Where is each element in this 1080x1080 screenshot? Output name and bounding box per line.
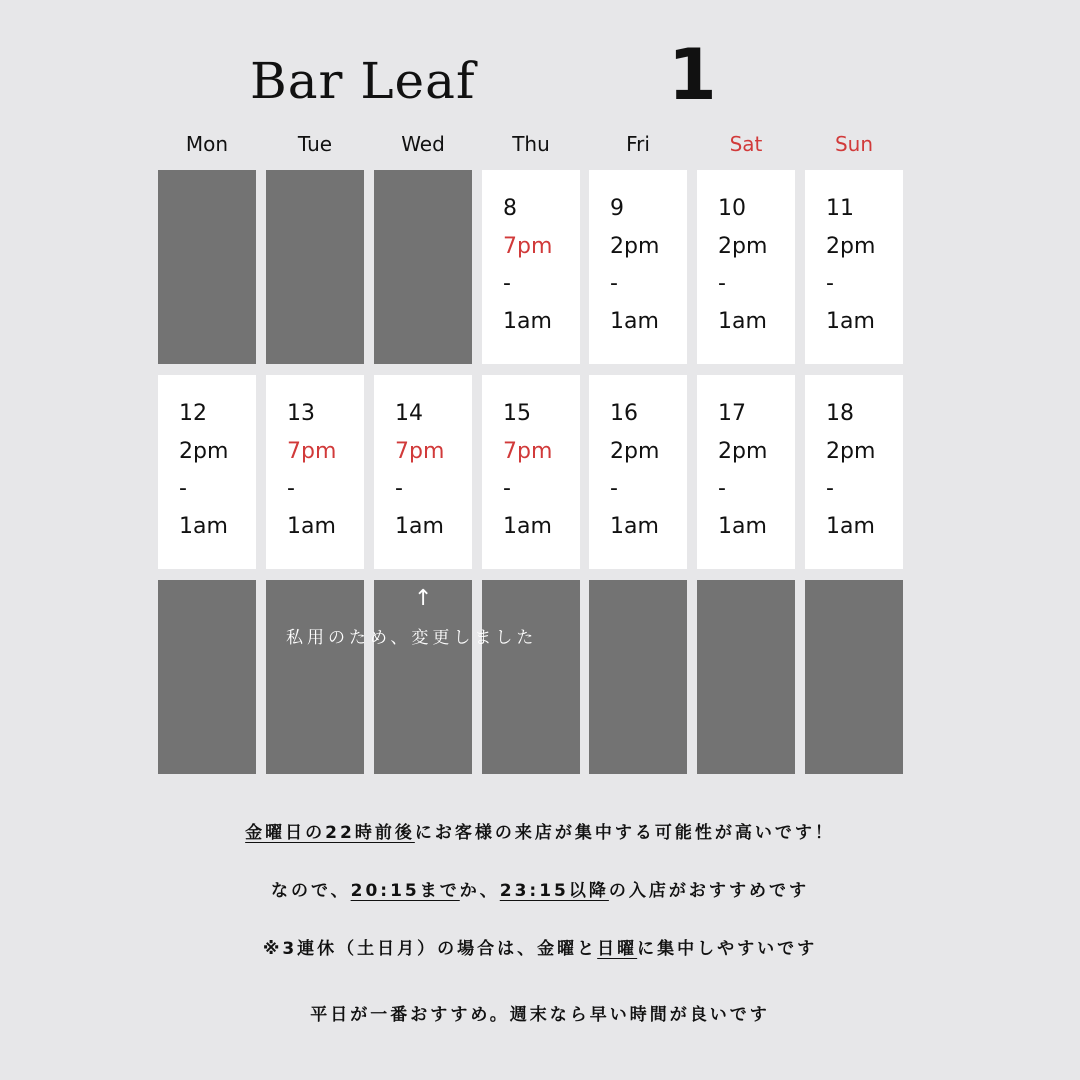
close-time: 1am bbox=[610, 513, 659, 539]
info-text: の入店がおすすめです bbox=[608, 881, 810, 901]
weekday-sat: Sat bbox=[729, 132, 763, 156]
day-number: 14 bbox=[395, 401, 423, 426]
open-time: 2pm bbox=[826, 438, 876, 464]
calendar-cell-day-14 bbox=[374, 375, 472, 569]
time-dash: - bbox=[503, 271, 511, 296]
time-dash: - bbox=[826, 476, 834, 501]
open-time: 7pm bbox=[287, 438, 337, 464]
info-text: なので、 bbox=[270, 881, 351, 901]
open-time: 2pm bbox=[718, 233, 768, 259]
close-time: 1am bbox=[610, 308, 659, 334]
time-dash: - bbox=[287, 476, 295, 501]
calendar-cell-closed bbox=[158, 580, 256, 774]
close-time: 1am bbox=[826, 308, 875, 334]
calendar-cell-closed bbox=[374, 170, 472, 364]
calendar-cell-day-15 bbox=[482, 375, 580, 569]
close-time: 1am bbox=[395, 513, 444, 539]
calendar-cell-day-18 bbox=[805, 375, 903, 569]
close-time: 1am bbox=[718, 513, 767, 539]
day-number: 12 bbox=[179, 401, 207, 426]
time-dash: - bbox=[610, 271, 618, 296]
day-number: 10 bbox=[718, 196, 746, 221]
open-time: 2pm bbox=[826, 233, 876, 259]
close-time: 1am bbox=[826, 513, 875, 539]
weekday-sun: Sun bbox=[834, 132, 874, 156]
time-dash: - bbox=[179, 476, 187, 501]
time-dash: - bbox=[610, 476, 618, 501]
weekday-wed: Wed bbox=[401, 132, 445, 156]
day-number: 13 bbox=[287, 401, 315, 426]
time-dash: - bbox=[395, 476, 403, 501]
day-number: 8 bbox=[503, 196, 517, 221]
weekday-thu: Thu bbox=[512, 132, 550, 156]
time-dash: - bbox=[718, 271, 726, 296]
calendar-cell-day-17 bbox=[697, 375, 795, 569]
calendar-cell-closed bbox=[697, 580, 795, 774]
month-number: 1 bbox=[668, 34, 717, 116]
calendar-cell-closed bbox=[266, 580, 364, 774]
up-arrow-icon: ↑ bbox=[414, 586, 433, 611]
time-dash: - bbox=[826, 271, 834, 296]
info-line-3 bbox=[0, 934, 1080, 959]
info-line-2 bbox=[0, 876, 1080, 901]
calendar-cell-day-10 bbox=[697, 170, 795, 364]
calendar-cell-day-13 bbox=[266, 375, 364, 569]
close-time: 1am bbox=[179, 513, 228, 539]
weekday-fri: Fri bbox=[626, 132, 650, 156]
info-text: に集中しやすいです bbox=[637, 939, 818, 959]
calendar-cell-day-11 bbox=[805, 170, 903, 364]
calendar-cell-day-8 bbox=[482, 170, 580, 364]
day-number: 11 bbox=[826, 196, 854, 221]
time-dash: - bbox=[718, 476, 726, 501]
day-number: 15 bbox=[503, 401, 531, 426]
open-time: 2pm bbox=[610, 233, 660, 259]
open-time: 7pm bbox=[503, 438, 553, 464]
close-time: 1am bbox=[718, 308, 767, 334]
close-time: 1am bbox=[287, 513, 336, 539]
calendar-cell-closed bbox=[158, 170, 256, 364]
info-text: にお客様の来店が集中する可能性が高いです！ bbox=[414, 823, 835, 843]
weekday-mon: Mon bbox=[185, 132, 229, 156]
info-highlight: 20:15まで bbox=[350, 881, 460, 901]
open-time: 7pm bbox=[503, 233, 553, 259]
close-time: 1am bbox=[503, 513, 552, 539]
day-number: 16 bbox=[610, 401, 638, 426]
calendar-cell-closed bbox=[589, 580, 687, 774]
day-number: 9 bbox=[610, 196, 624, 221]
page-title: Bar Leaf bbox=[250, 52, 476, 110]
calendar-cell-day-9 bbox=[589, 170, 687, 364]
info-highlight: 23:15以降 bbox=[499, 881, 609, 901]
info-line-1 bbox=[0, 818, 1080, 843]
open-time: 2pm bbox=[610, 438, 660, 464]
calendar-cell-closed bbox=[805, 580, 903, 774]
day-number: 17 bbox=[718, 401, 746, 426]
change-note: 私用のため、変更しました bbox=[286, 628, 538, 648]
info-text: か、 bbox=[459, 881, 500, 901]
calendar-cell-day-16 bbox=[589, 375, 687, 569]
close-time: 1am bbox=[503, 308, 552, 334]
open-time: 2pm bbox=[718, 438, 768, 464]
weekday-tue: Tue bbox=[297, 132, 333, 156]
info-text: ※3連休（土日月）の場合は、金曜と bbox=[262, 939, 598, 959]
info-highlight: 金曜日の22時前後 bbox=[245, 823, 415, 843]
info-line-4: 平日が一番おすすめ。週末なら早い時間が良いです bbox=[310, 1005, 770, 1025]
time-dash: - bbox=[503, 476, 511, 501]
calendar-cell-closed bbox=[266, 170, 364, 364]
calendar-cell-day-12 bbox=[158, 375, 256, 569]
day-number: 18 bbox=[826, 401, 854, 426]
open-time: 2pm bbox=[179, 438, 229, 464]
calendar-cell-closed bbox=[482, 580, 580, 774]
open-time: 7pm bbox=[395, 438, 445, 464]
info-highlight: 日曜 bbox=[597, 939, 638, 959]
